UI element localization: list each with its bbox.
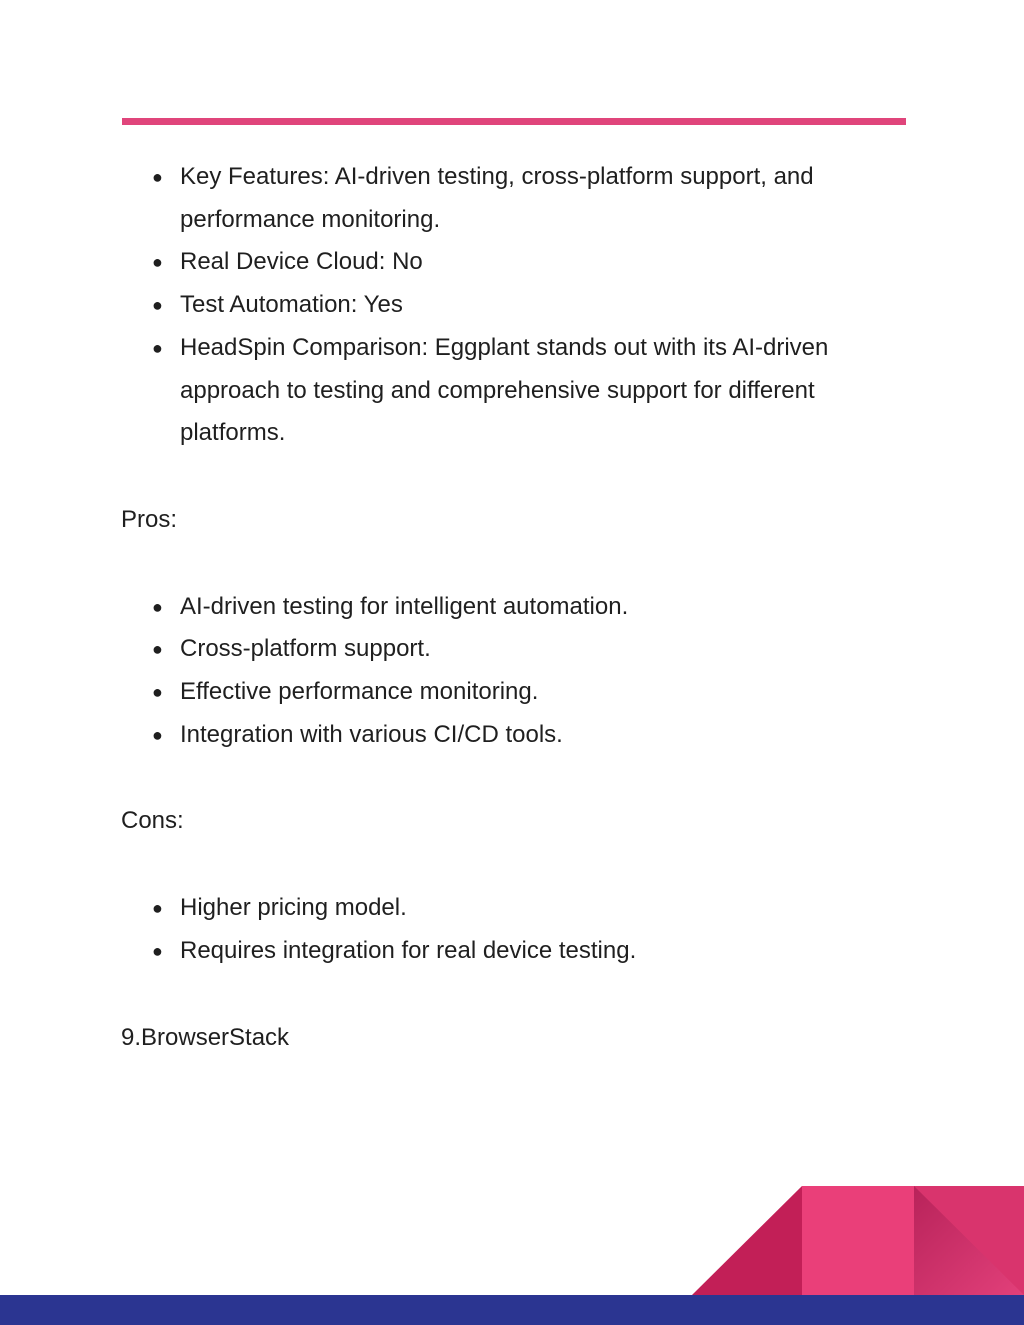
- section-heading: 9.BrowserStack: [121, 1023, 290, 1051]
- top-accent-rule: [122, 118, 906, 125]
- bullet-icon: ●: [152, 724, 163, 745]
- footer-decoration: [0, 1180, 1024, 1325]
- bullet-icon: ●: [152, 596, 163, 617]
- cons-label: Cons:: [121, 807, 184, 835]
- bullet-icon: ●: [152, 898, 163, 919]
- list-item: ● Test Automation: Yes: [121, 284, 881, 327]
- bullet-icon: ●: [152, 639, 163, 660]
- bullet-icon: ●: [152, 337, 163, 358]
- bullet-icon: ●: [152, 682, 163, 703]
- list-item: ● Integration with various CI/CD tools.: [121, 714, 881, 757]
- decor-block-middle: [802, 1186, 914, 1295]
- pros-list: [121, 586, 881, 757]
- list-item: ● Key Features: AI-driven testing, cross-platform support, and performance monitoring.: [121, 156, 881, 241]
- decor-triangle-left: [692, 1186, 802, 1295]
- list-item: ● Effective performance monitoring.: [121, 671, 881, 714]
- document-body: [121, 156, 881, 1059]
- list-item: ● HeadSpin Comparison: Eggplant stands out with its AI-driven approach to testing and comprehensive support for different platforms.: [121, 327, 881, 455]
- list-item: ● Requires integration for real device testing.: [121, 930, 881, 973]
- list-item: ● Higher pricing model.: [121, 887, 881, 930]
- list-item: ● Real Device Cloud: No: [121, 241, 881, 284]
- bullet-icon: ●: [152, 940, 163, 961]
- features-list: [121, 156, 881, 455]
- footer-band: [0, 1295, 1024, 1325]
- bullet-icon: ●: [152, 252, 163, 273]
- pros-label: Pros:: [121, 505, 178, 533]
- cons-list: [121, 887, 881, 972]
- list-item: ● Cross-platform support.: [121, 628, 881, 671]
- bullet-icon: ●: [152, 167, 163, 187]
- list-item: ● AI-driven testing for intelligent automation.: [121, 586, 881, 629]
- bullet-icon: ●: [152, 295, 163, 316]
